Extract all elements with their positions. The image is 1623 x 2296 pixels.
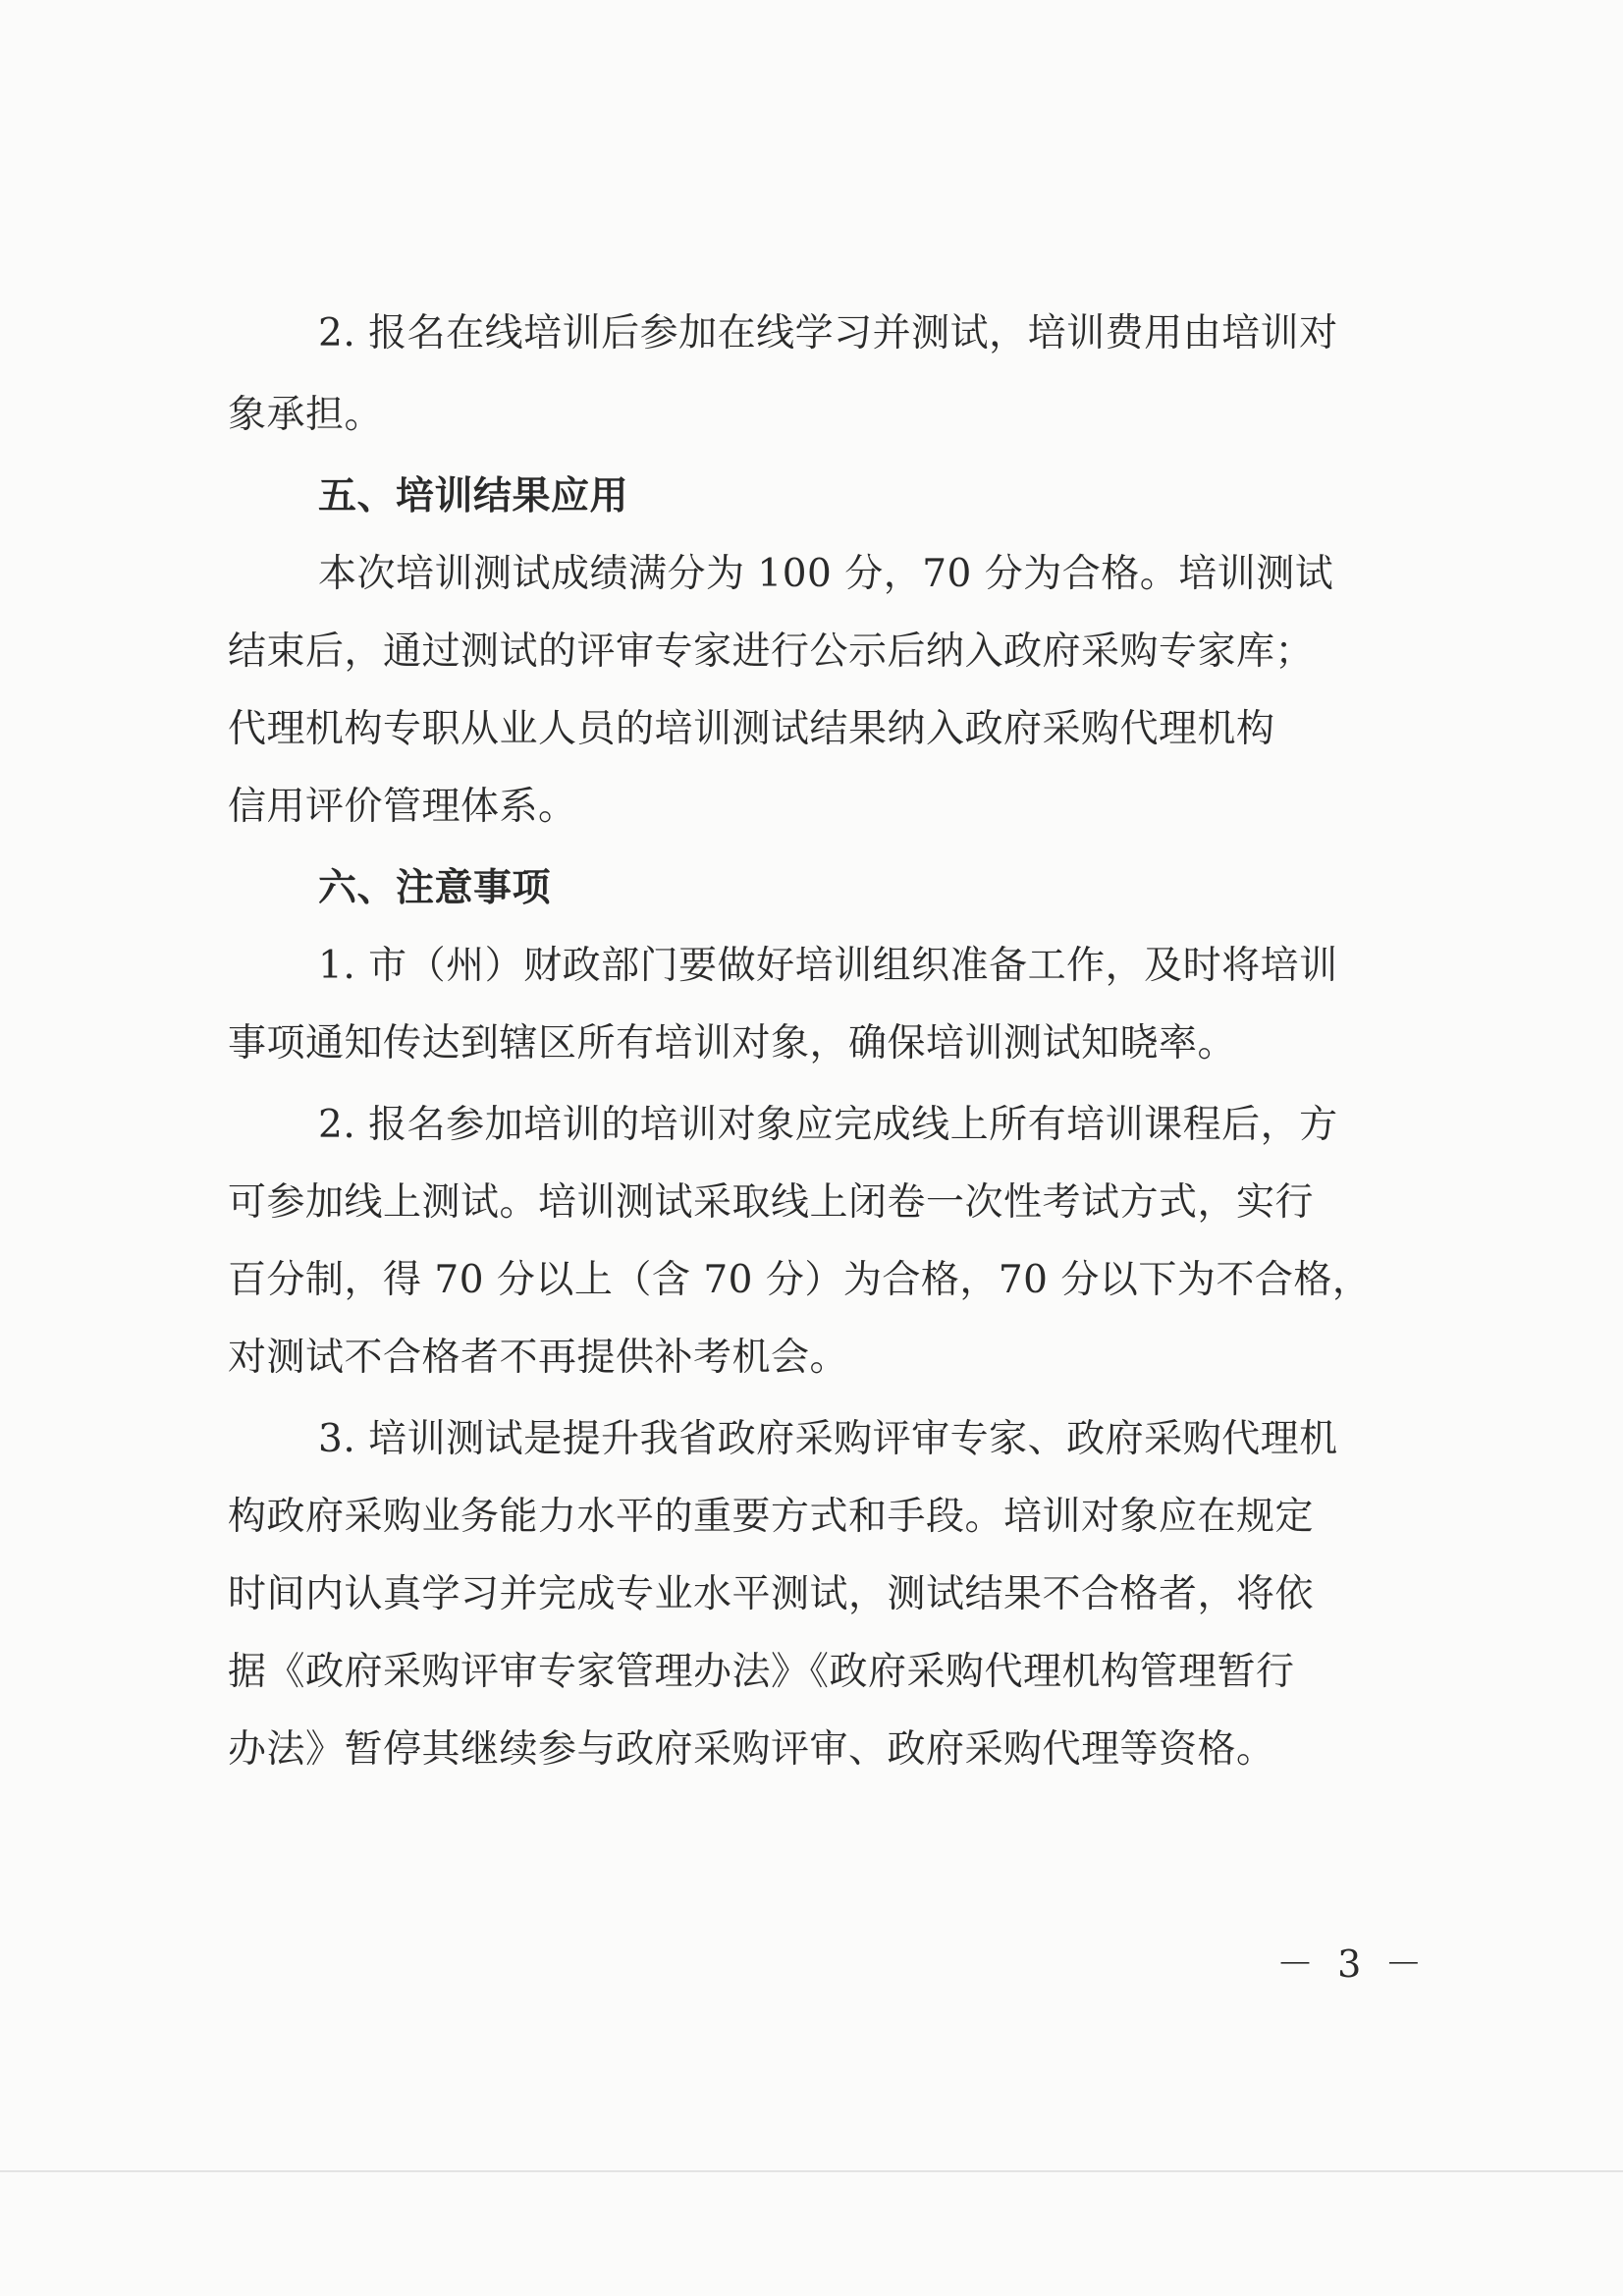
paragraph-line: 办法》暂停其继续参与政府采购评审、政府采购代理等资格。 [228,1727,1275,1772]
paragraph-line: 代理机构专职从业人员的培训测试结果纳入政府采购代理机构 [228,707,1275,751]
page-edge-divider [0,2170,1623,2172]
paragraph-line: 象承担。 [228,393,384,437]
paragraph-line: 结束后，通过测试的评审专家进行公示后纳入政府采购专家库； [228,629,1315,674]
paragraph-line: 可参加线上测试。培训测试采取线上闭卷一次性考试方式，实行 [228,1180,1315,1225]
section-heading-5: 五、培训结果应用 [318,474,629,519]
paragraph-line: 信用评价管理体系。 [228,785,577,829]
paragraph-line: 3. 培训测试是提升我省政府采购评审专家、政府采购代理机 [318,1417,1338,1461]
paragraph-line: 2. 报名参加培训的培训对象应完成线上所有培训课程后，方 [318,1103,1338,1147]
paragraph-line: 据《政府采购评审专家管理办法》《政府采购代理机构管理暂行 [228,1650,1295,1694]
page-number: － 3 － [1276,1942,1429,1986]
section-heading-6: 六、注意事项 [318,866,552,910]
paragraph-line: 时间内认真学习并完成专业水平测试，测试结果不合格者，将依 [228,1572,1315,1616]
paragraph-line: 对测试不合格者不再提供补考机会。 [228,1336,849,1380]
paragraph-line: 百分制，得 70 分以上（含 70 分）为合格，70 分以下为不合格， [228,1258,1372,1302]
paragraph-line: 2. 报名在线培训后参加在线学习并测试，培训费用由培训对 [318,311,1338,355]
paragraph-line: 事项通知传达到辖区所有培训对象，确保培训测试知晓率。 [228,1021,1237,1066]
paragraph-line: 1. 市（州）财政部门要做好培训组织准备工作，及时将培训 [318,944,1338,988]
document-body [228,295,1426,1792]
paragraph-line: 构政府采购业务能力水平的重要方式和手段。培训对象应在规定 [228,1495,1315,1539]
paragraph-line: 本次培训测试成绩满分为 100 分，70 分为合格。培训测试 [318,552,1334,596]
